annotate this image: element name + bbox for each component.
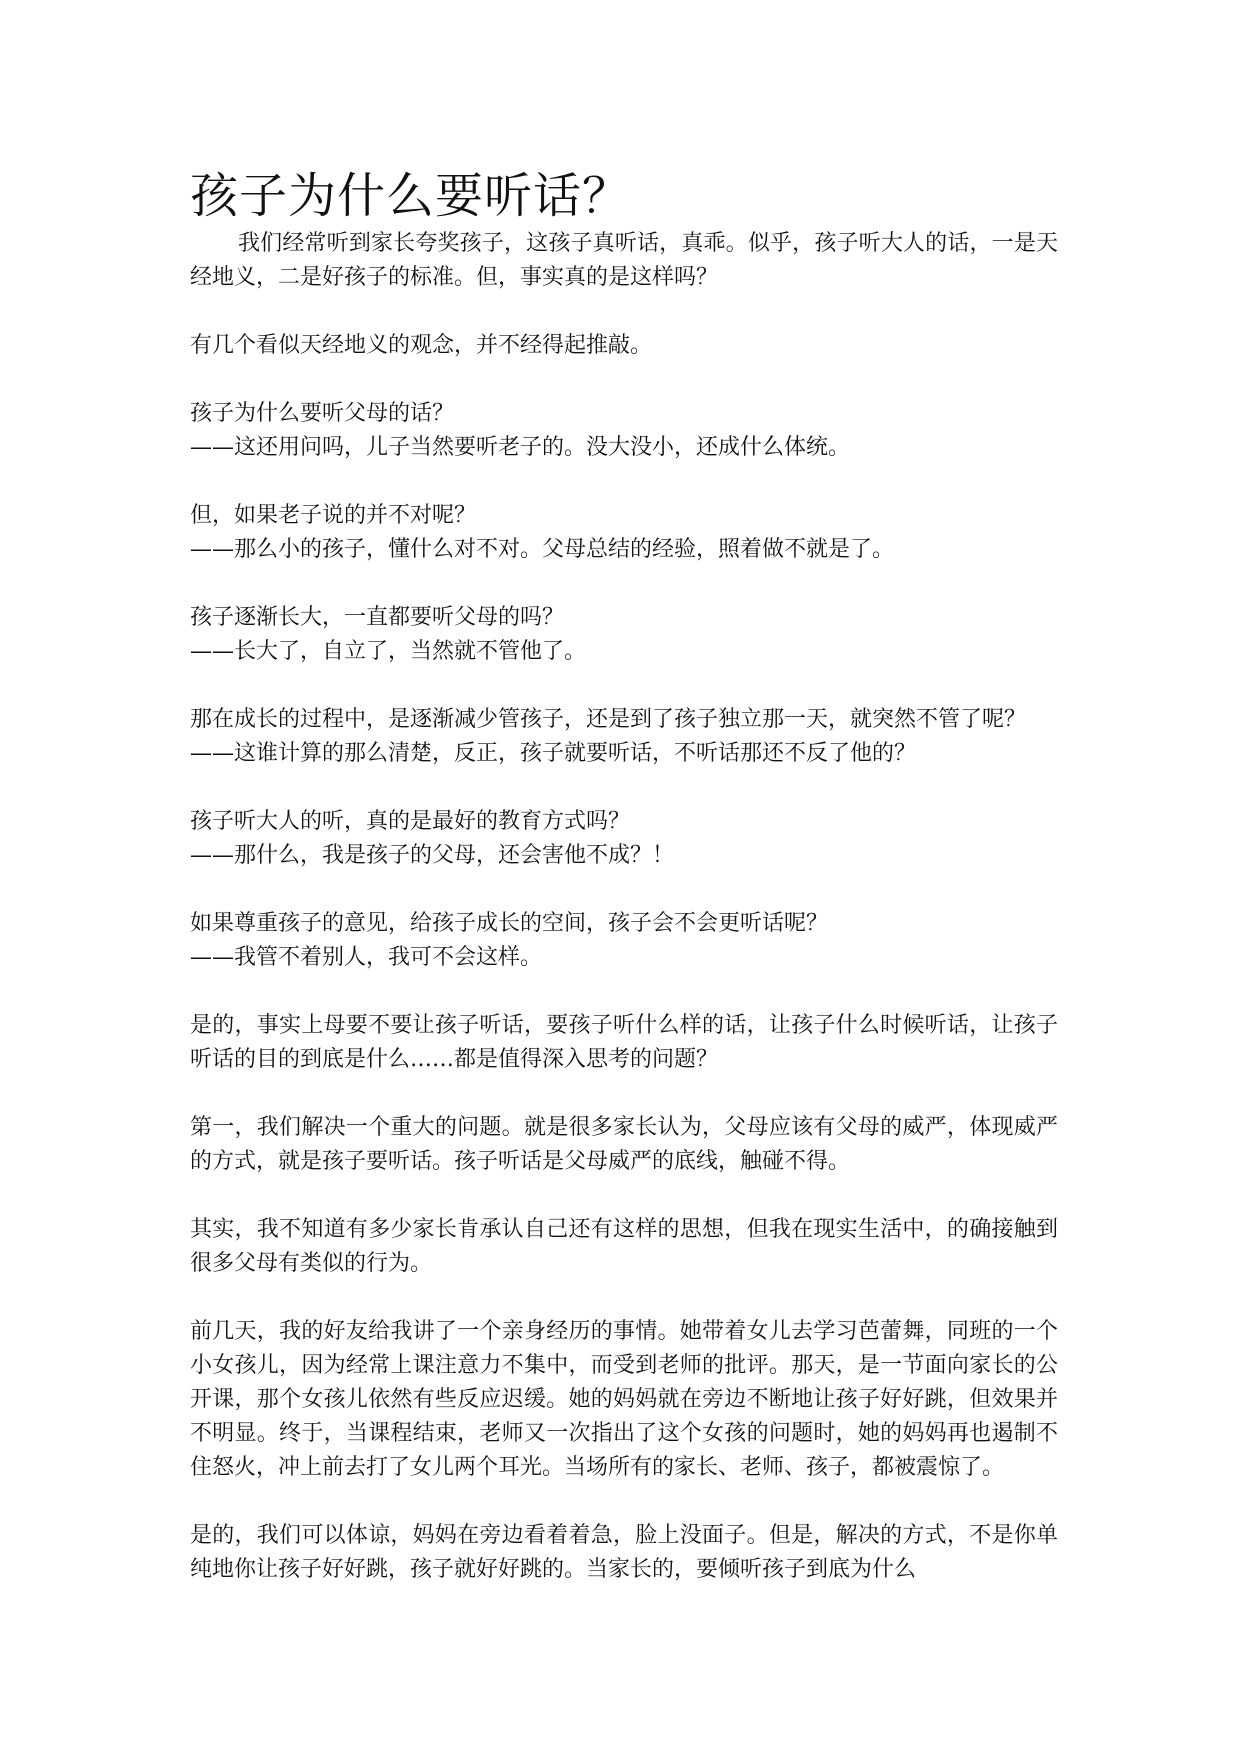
paragraph-gap — [190, 669, 1058, 703]
paragraph-gap — [190, 465, 1058, 499]
answer-line: ——这还用问吗，儿子当然要听老子的。没大没小，还成什么体统。 — [190, 435, 851, 460]
question-line: 孩子逐渐长大，一直都要听父母的吗？ — [190, 605, 565, 630]
paragraph-gap — [190, 975, 1058, 1009]
page-title: 孩子为什么要听话？ — [190, 168, 632, 224]
paragraph: 其实，我不知道有多少家长肯承认自己还有这样的思想，但我在现实生活中，的确接触到很多父母有类似的行为。 — [190, 1217, 1058, 1276]
answer-line: ——这谁计算的那么清楚，反正，孩子就要听话，不听话那还不反了他的？ — [190, 741, 917, 766]
paragraph: 前几天，我的好友给我讲了一个亲身经历的事情。她带着女儿去学习芭蕾舞，同班的一个小女孩儿，因为经常上课注意力不集中，而受到老师的批评。那天，是一节面向家长的公开课，那个女孩儿依然有些反应迟缓。她的妈妈就在旁边不断地让孩子好好跳，但效果并不明显。终于，当课程结束，老师又一次指出了这个女孩的问题时，她的妈妈再也遏制不住怒火，冲上前去打了女儿两个耳光。当场所有的家长、老师、孩子，都被震惊了。 — [190, 1319, 1058, 1480]
question-line: 但，如果老子说的并不对呢？ — [190, 503, 477, 528]
paragraph: 有几个看似天经地义的观念，并不经得起推敲。 — [190, 333, 653, 358]
paragraph: 是的，我们可以体谅，妈妈在旁边看着着急，脸上没面子。但是，解决的方式，不是你单纯地你让孩子好好跳，孩子就好好跳的。当家长的，要倾听孩子到底为什么 — [190, 1523, 1058, 1582]
paragraph-gap — [190, 1485, 1058, 1519]
paragraph-gap — [190, 295, 1058, 329]
paragraph-gap — [190, 1077, 1058, 1111]
paragraph: 是的，事实上母要不要让孩子听话，要孩子听什么样的话，让孩子什么时候听话，让孩子听话的目的到底是什么……都是值得深入思考的问题？ — [190, 1013, 1058, 1072]
paragraph-gap — [190, 873, 1058, 907]
question-line: 孩子听大人的听，真的是最好的教育方式吗？ — [190, 809, 631, 834]
answer-line: ——长大了，自立了，当然就不管他了。 — [190, 639, 587, 664]
paragraph-gap — [190, 1281, 1058, 1315]
question-line: 孩子为什么要听父母的话？ — [190, 401, 455, 426]
document-content — [190, 165, 1058, 1587]
question-line: 那在成长的过程中，是逐渐减少管孩子，还是到了孩子独立那一天，就突然不管了呢？ — [190, 707, 1027, 732]
question-line: 如果尊重孩子的意见，给孩子成长的空间，孩子会不会更听话呢？ — [190, 911, 829, 936]
paragraph-gap — [190, 771, 1058, 805]
paragraph: 我们经常听到家长夸奖孩子，这孩子真听话，真乖。似乎，孩子听大人的话，一是天经地义，二是好孩子的标准。但，事实真的是这样吗？ — [190, 231, 1058, 290]
paragraph: 第一，我们解决一个重大的问题。就是很多家长认为，父母应该有父母的威严，体现威严的方式，就是孩子要听话。孩子听话是父母威严的底线，触碰不得。 — [190, 1115, 1058, 1174]
paragraph-gap — [190, 1179, 1058, 1213]
answer-line: ——那什么，我是孩子的父母，还会害他不成？！ — [190, 843, 675, 868]
paragraph-gap — [190, 567, 1058, 601]
paragraph-gap — [190, 363, 1058, 397]
answer-line: ——我管不着别人，我可不会这样。 — [190, 945, 543, 970]
answer-line: ——那么小的孩子，懂什么对不对。父母总结的经验，照着做不就是了。 — [190, 537, 895, 562]
